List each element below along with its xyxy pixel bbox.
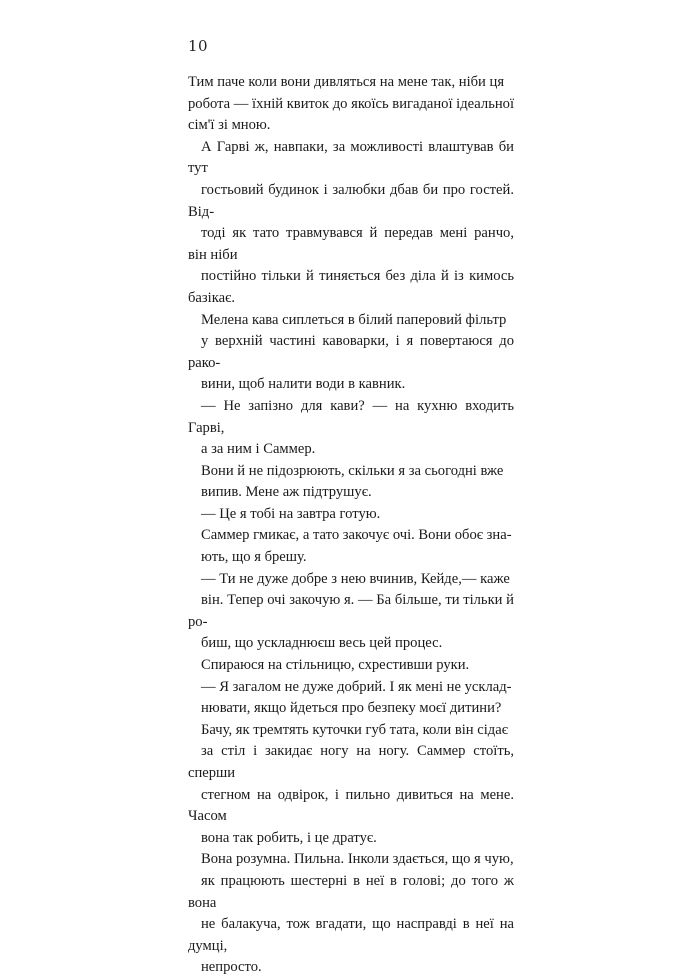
text-line: випив. Мене аж підтрушує. — [201, 484, 372, 501]
paragraph-2 — [188, 137, 514, 310]
text-line: постійно тільки й тиняється без діла й із кимось базікає. — [188, 268, 514, 306]
text-line: Вони й не підозрюють, скільки я за сьогодні вже — [201, 462, 504, 479]
paragraph-12 — [188, 849, 514, 979]
paragraph-10 — [188, 677, 514, 720]
paragraph-5 — [188, 461, 514, 504]
text-line: — Не запізно для кави? — на кухню входить Гарві, — [188, 397, 514, 436]
paragraph-11 — [188, 720, 514, 850]
paragraph-6 — [188, 504, 514, 526]
text-line: Бачу, як тремтять куточки губ тата, коли він сідає — [201, 721, 508, 738]
text-line: — Я загалом не дуже добрий. І як мені не усклад- — [201, 678, 512, 695]
text-line: вона так робить, і це дратує. — [201, 829, 377, 846]
text-line: Мелена кава сиплеться в білий паперовий фільтр — [201, 311, 507, 328]
text-line: стегном на одвірок, і пильно дивиться на мене. Часом — [188, 786, 514, 825]
paragraph-9 — [188, 655, 514, 677]
text-line: — Це я тобі на завтра готую. — [201, 505, 381, 522]
text-line: биш, що ускладнюєш весь цей процес. — [201, 635, 443, 652]
text-line: Вона розумна. Пильна. Інколи здається, що я чую, — [201, 851, 514, 868]
text-line: у верхній частині кавоварки, і я повертаюся до рако- — [188, 333, 514, 371]
paragraph-4 — [188, 396, 514, 461]
body-text — [188, 72, 514, 979]
text-line: а за ним і Саммер. — [201, 441, 316, 458]
text-line: ють, що я брешу. — [201, 549, 307, 566]
text-line: тоді як тато травмувався й передав мені ранчо, він ніби — [188, 225, 514, 263]
text-line: Саммер гмикає, а тато закочує очі. Вони обоє зна- — [201, 527, 512, 544]
text-line: А Гарві ж, навпаки, за можливості влаштував би тут — [188, 138, 514, 177]
text-line: непросто. — [201, 959, 262, 976]
text-line: він. Тепер очі закочую я. — Ба більше, ти тільки й ро- — [188, 592, 514, 630]
text-line: як працюють шестерні в неї в голові; до того ж вона — [188, 872, 514, 911]
paragraph-7 — [188, 525, 514, 568]
paragraph-1 — [188, 72, 514, 137]
text-line: — Ти не дуже добре з нею вчинив, Кейде,— каже — [201, 570, 510, 587]
text-line: вини, щоб налити води в кавник. — [201, 376, 406, 393]
text-line: нювати, якщо йдеться про безпеку моєї дитини? — [201, 700, 502, 717]
paragraph-3 — [188, 310, 514, 396]
text-line: за стіл і закидає ногу на ногу. Саммер стоїть, сперши — [188, 743, 514, 781]
page-number: 10 — [188, 37, 209, 55]
text-line: Тим паче коли вони дивляться на мене так, ніби ця — [188, 74, 505, 90]
text-line: сім'ї зі мною. — [188, 117, 271, 134]
text-line: Спираюся на стільницю, схрестивши руки. — [201, 657, 470, 674]
text-line: робота — їхній квиток до якоїсь вигаданої ідеальної — [188, 95, 515, 112]
paragraph-8 — [188, 569, 514, 655]
text-line: гостьовий будинок і залюбки дбав би про гостей. Від- — [188, 181, 514, 220]
text-line: не балакуча, тож вгадати, що насправді в неї на думці, — [188, 916, 514, 954]
